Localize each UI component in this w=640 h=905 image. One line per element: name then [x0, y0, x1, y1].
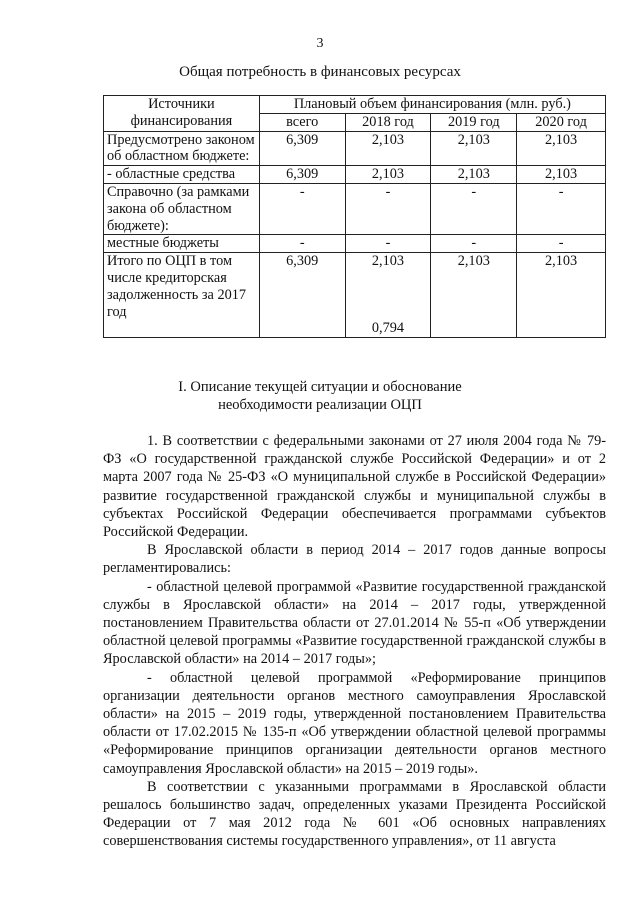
table-row [104, 166, 606, 184]
financing-table [103, 95, 606, 338]
header-2020: 2020 год [517, 113, 606, 131]
cell-2019: - [431, 183, 517, 234]
page-number: 3 [316, 36, 324, 51]
cell-2020: 2,103 [517, 253, 606, 338]
cell-2018-value: 2,103 [371, 253, 405, 270]
paragraph: - областной целевой программой «Развитие государственной гражданской службы в Ярославской области» на 2014 – 2017 годы, утвержденной постановлением Правительства области от 27.01.2014 № 55-п «Об утверждении областной целевой программы «Развитие государственной гражданской службы в Ярославской области» на 2014 – 2017 годы»; [103, 578, 606, 668]
cell-total: - [259, 235, 345, 253]
row-label: местные бюджеты [104, 235, 260, 253]
cell-2018: - [345, 235, 431, 253]
cell-2018-debt: 0,794 [371, 319, 405, 336]
paragraph: 1. В соответствии с федеральными законами от 27 июля 2004 года № 79-ФЗ «О государственной гражданской службе Российской Федерации» и от 2 марта 2007 года № 25-ФЗ «О муниципальной службе в Российской Федерации» развитие государственной гражданской службы и муниципальной службы в субъектах Российской Федерации обеспечивается программами субъектов Российской Федерации. [103, 433, 606, 541]
row-label: Предусмотрено законом об областном бюджете: [104, 131, 260, 166]
cell-2020: 2,103 [517, 166, 606, 184]
body-text [103, 432, 606, 851]
section-heading-line1: I. Описание текущей ситуации и обоснование [178, 379, 462, 395]
header-2018: 2018 год [345, 113, 431, 131]
cell-2018 [345, 253, 431, 338]
row-label: Справочно (за рамками закона об областном бюджете): [104, 183, 260, 234]
cell-2019: 2,103 [431, 253, 517, 338]
table-row [104, 235, 606, 253]
paragraph: В соответствии с указанными программами в Ярославской области решалось большинство задач, определенных указами Президента Российской Федерации от 7 мая 2012 года № 601 «Об основных направлениях совершенствования системы государственного управления», от 11 августа [103, 778, 606, 850]
paragraph: В Ярославской области в период 2014 – 2017 годов данные вопросы регламентировались: [103, 542, 606, 577]
cell-2020: - [517, 235, 606, 253]
cell-2018: - [345, 183, 431, 234]
header-planned: Плановый объем финансирования (млн. руб.) [259, 96, 605, 114]
cell-2019: - [431, 235, 517, 253]
cell-2020: 2,103 [517, 131, 606, 166]
cell-2020: - [517, 183, 606, 234]
table-title: Общая потребность в финансовых ресурсах [179, 64, 461, 80]
section-heading-line2: необходимости реализации ОЦП [218, 397, 422, 413]
cell-total: 6,309 [259, 131, 345, 166]
cell-total: 6,309 [259, 166, 345, 184]
row-label: Итого по ОЦП в том числе кредиторская задолженность за 2017 год [104, 253, 260, 338]
cell-total: 6,309 [259, 253, 345, 338]
cell-2019: 2,103 [431, 166, 517, 184]
table-header-row [104, 96, 606, 114]
cell-2019: 2,103 [431, 131, 517, 166]
header-source: Источники финансирования [104, 96, 260, 132]
cell-total: - [259, 183, 345, 234]
row-label: - областные средства [104, 166, 260, 184]
paragraph: - областной целевой программой «Реформирование принципов организации деятельности органов местного самоуправления Ярославской области» на 2015 – 2019 годы, утвержденной постановлением Правительства области от 17.02.2015 № 135-п «Об утверждении областной целевой программы «Реформирование принципов организации деятельности органов местного самоуправления Ярославской области» на 2015 – 2019 годы». [103, 669, 606, 777]
cell-2018: 2,103 [345, 131, 431, 166]
table-row [104, 183, 606, 234]
header-2019: 2019 год [431, 113, 517, 131]
section-heading [0, 378, 640, 414]
table-row [104, 253, 606, 338]
header-total: всего [259, 113, 345, 131]
cell-2018: 2,103 [345, 166, 431, 184]
table-row [104, 131, 606, 166]
